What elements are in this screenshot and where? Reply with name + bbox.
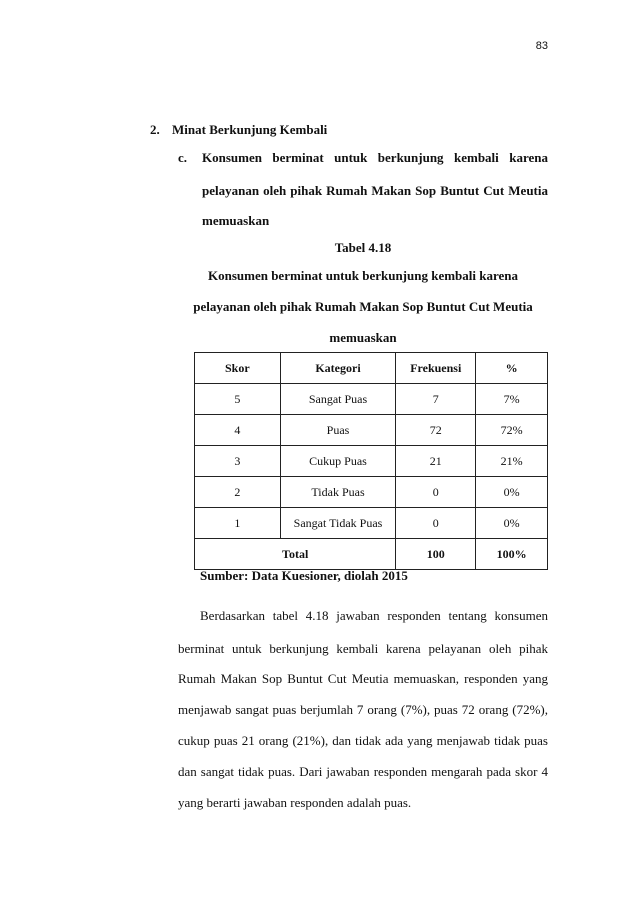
table-caption-line: Konsumen berminat untuk berkunjung kembali karena xyxy=(207,268,519,283)
header-kategori: Kategori xyxy=(280,353,396,384)
table-row xyxy=(195,446,548,477)
table-row xyxy=(195,477,548,508)
cell-percent: 0% xyxy=(476,508,548,539)
subsection-letter: c. xyxy=(178,150,188,165)
table-source: Sumber: Data Kuesioner, diolah 2015 xyxy=(200,568,408,583)
paragraph-line: cukup puas 21 orang (21%), dan tidak ada yang menjawab tidak puas xyxy=(178,733,548,748)
cell-kategori: Puas xyxy=(280,415,396,446)
total-frequency: 100 xyxy=(396,539,476,570)
section-number: 2. xyxy=(150,122,160,137)
paragraph-line: yang berarti jawaban responden adalah puas. xyxy=(178,795,412,810)
subsection-line: memuaskan xyxy=(202,213,270,228)
cell-percent: 0% xyxy=(476,477,548,508)
table-row xyxy=(195,384,548,415)
cell-skor: 4 xyxy=(195,415,281,446)
table-number: Tabel 4.18 xyxy=(334,240,392,255)
subsection-line: pelayanan oleh pihak Rumah Makan Sop Buntut Cut Meutia xyxy=(202,183,548,198)
table-caption-line: memuaskan xyxy=(329,330,397,345)
header-skor: Skor xyxy=(195,353,281,384)
cell-frekuensi: 0 xyxy=(396,477,476,508)
page-number: 83 xyxy=(535,40,548,52)
cell-frekuensi: 0 xyxy=(396,508,476,539)
table-header-row xyxy=(195,353,548,384)
cell-percent: 21% xyxy=(476,446,548,477)
paragraph-line: menjawab sangat puas berjumlah 7 orang (7%), puas 72 orang (72%), xyxy=(178,702,548,717)
cell-frekuensi: 72 xyxy=(396,415,476,446)
cell-skor: 2 xyxy=(195,477,281,508)
frequency-table xyxy=(194,352,548,570)
cell-skor: 1 xyxy=(195,508,281,539)
cell-kategori: Sangat Puas xyxy=(280,384,396,415)
section-title: Minat Berkunjung Kembali xyxy=(172,122,328,137)
paragraph-line: dan sangat tidak puas. Dari jawaban responden mengarah pada skor 4 xyxy=(178,764,548,779)
paragraph-line: Berdasarkan tabel 4.18 jawaban responden tentang konsumen xyxy=(200,608,548,623)
header-frekuensi: Frekuensi xyxy=(396,353,476,384)
paragraph-line: Rumah Makan Sop Buntut Cut Meutia memuaskan, responden yang xyxy=(178,671,548,686)
header-percent: % xyxy=(476,353,548,384)
cell-kategori: Sangat Tidak Puas xyxy=(280,508,396,539)
total-label: Total xyxy=(195,539,396,570)
total-percent: 100% xyxy=(476,539,548,570)
cell-percent: 7% xyxy=(476,384,548,415)
subsection-line: Konsumen berminat untuk berkunjung kembali karena xyxy=(202,150,548,165)
paragraph-line: berminat untuk berkunjung kembali karena pelayanan oleh pihak xyxy=(178,641,548,656)
section-heading xyxy=(150,122,327,138)
cell-skor: 5 xyxy=(195,384,281,415)
cell-skor: 3 xyxy=(195,446,281,477)
table-row xyxy=(195,508,548,539)
table-caption-line: pelayanan oleh pihak Rumah Makan Sop Buntut Cut Meutia xyxy=(193,299,533,314)
table-total-row xyxy=(195,539,548,570)
cell-frekuensi: 7 xyxy=(396,384,476,415)
cell-kategori: Cukup Puas xyxy=(280,446,396,477)
cell-kategori: Tidak Puas xyxy=(280,477,396,508)
cell-frekuensi: 21 xyxy=(396,446,476,477)
table-row xyxy=(195,415,548,446)
cell-percent: 72% xyxy=(476,415,548,446)
